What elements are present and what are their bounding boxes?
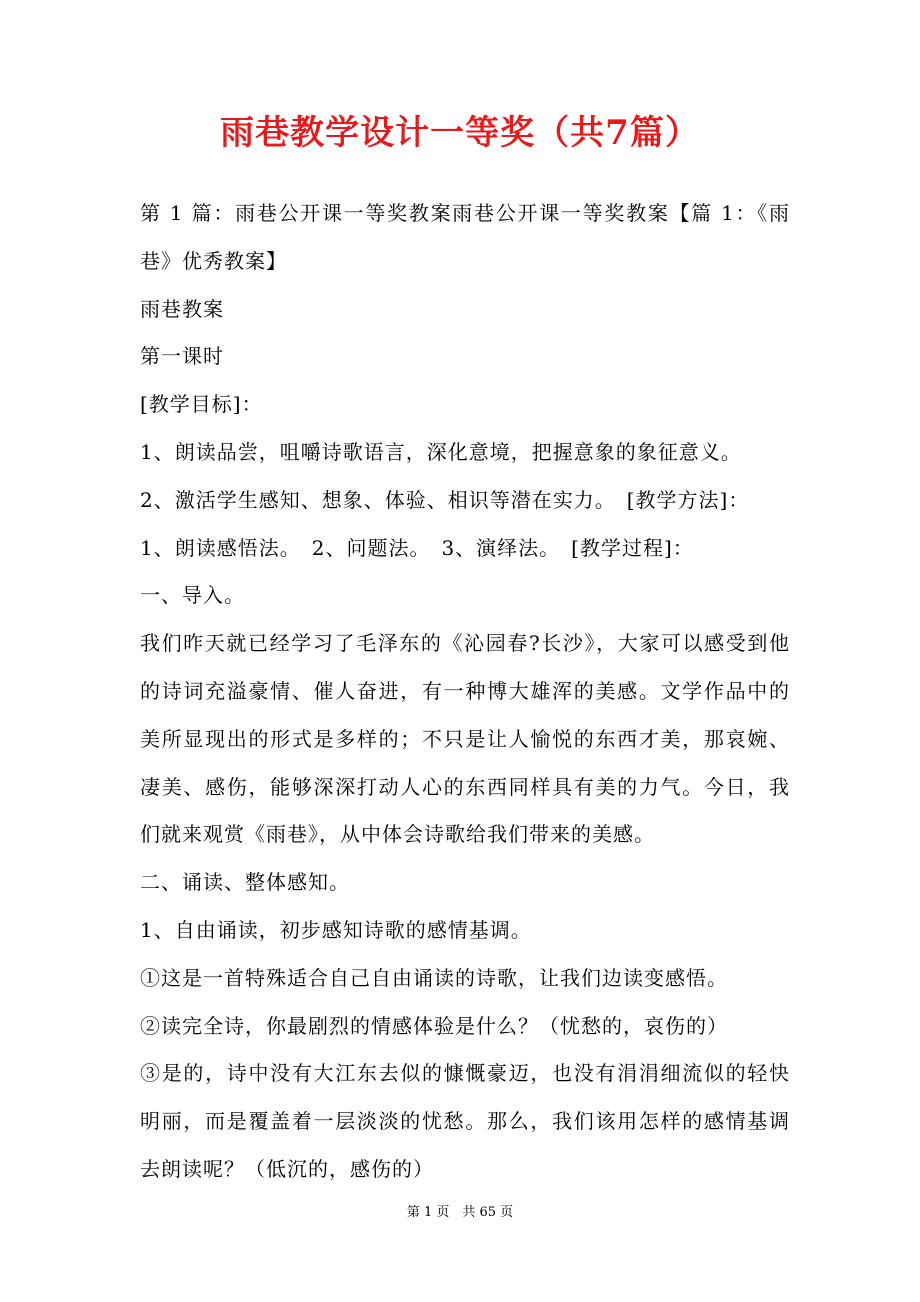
- document-title: 雨巷教学设计一等奖（共7篇）: [220, 113, 700, 153]
- paragraph-objective-1: 1、朗读品尝，咀嚼诗歌语言，深化意境，把握意象的象征意义。: [140, 439, 742, 464]
- page-footer: 第 1 页 共 65 页: [406, 1205, 514, 1220]
- paragraph-step-1: 1、自由诵读，初步感知诗歌的感情基调。: [140, 917, 532, 942]
- paragraph-section-2: 二、诵读、整体感知。: [140, 870, 350, 895]
- paragraph-first-period: 第一课时: [140, 344, 224, 369]
- document-body: [140, 190, 790, 1194]
- paragraph-intro: 第 1 篇：雨巷公开课一等奖教案雨巷公开课一等奖教案【篇 1：《雨巷》优秀教案】: [140, 201, 790, 273]
- paragraph-lesson-plan: 雨巷教案: [140, 296, 224, 321]
- paragraph-step-1b: ②读完全诗，你最剧烈的情感体验是什么？（忧愁的，哀伤的）: [140, 1013, 728, 1038]
- paragraph-section-1: 一、导入。: [140, 583, 245, 608]
- paragraph-objective-2: 2、激活学生感知、想象、体验、相识等潜在实力。 [教学方法]：: [140, 487, 750, 512]
- paragraph-methods: 1、朗读感悟法。 2、问题法。 3、演绎法。 [教学过程]：: [140, 535, 694, 560]
- paragraph-step-1a: ①这是一首特殊适合自己自由诵读的诗歌，让我们边读变感悟。: [140, 965, 728, 990]
- paragraph-step-1c: ③是的，诗中没有大江东去似的慷慨豪迈，也没有涓涓细流似的轻快明丽，而是覆盖着一层淡淡的忧愁。那么，我们该用怎样的感情基调去朗读呢？（低沉的，感伤的）: [140, 1061, 790, 1181]
- paragraph-introduction-text: 我们昨天就已经学习了毛泽东的《沁园春?长沙》，大家可以感受到他的诗词充溢豪情、催人奋进，有一种博大雄浑的美感。文学作品中的美所显现出的形式是多样的；不只是让人愉悦的东西才美，那哀婉、凄美、感伤，能够深深打动人心的东西同样具有美的力气。今日，我们就来观赏《雨巷》，从中体会诗歌给我们带来的美感。: [140, 631, 790, 847]
- paragraph-objectives-heading: [教学目标]：: [140, 392, 263, 417]
